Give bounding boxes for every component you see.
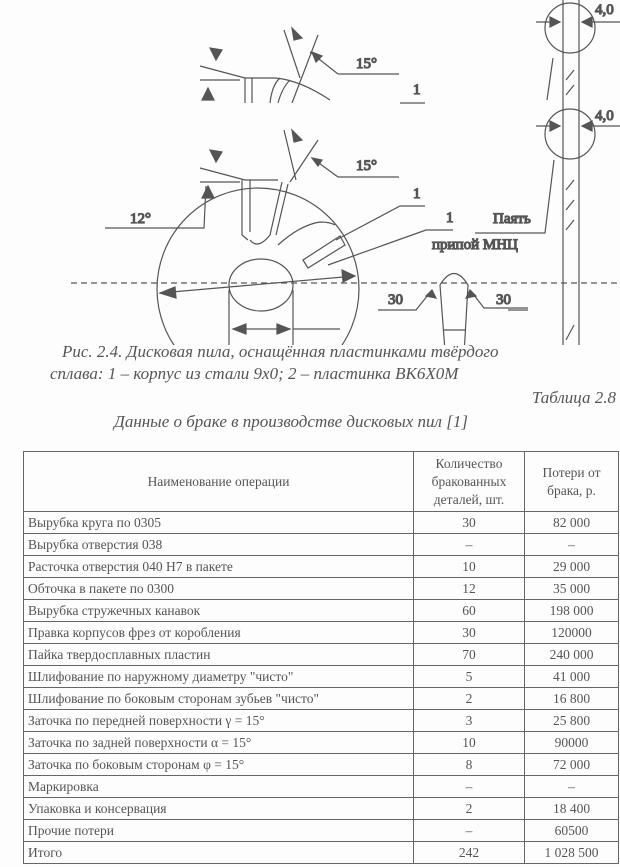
table-row [24,798,619,820]
figure-caption: Рис. 2.4. Дисковая пила, оснащённая пластинками твёрдого [62,342,499,361]
defect-count-cell: 2 [414,688,525,710]
table-row [24,666,619,688]
saw-main-view [71,130,620,345]
table-row [24,556,619,578]
position-label: 1 [446,210,454,226]
defect-count-cell: 70 [414,644,525,666]
loss-cell: 18 400 [525,798,619,820]
operation-cell: Заточка по передней поверхности γ = 15° [24,710,414,732]
table-number: Таблица 2.8 [531,388,616,407]
defect-count-cell: 2 [414,798,525,820]
table-row [24,710,619,732]
table-header-row [24,452,619,512]
defect-count-cell: 60 [414,600,525,622]
defect-count-cell: 8 [414,754,525,776]
operation-cell: Заточка по боковым сторонам φ = 15° [24,754,414,776]
angle-label: 30 [388,292,403,308]
top-detail-view [200,28,425,103]
defects-table [23,451,619,864]
column-header: Потери от брака, р. [525,452,619,512]
operation-cell: Пайка твердосплавных пластин [24,644,414,666]
operation-cell: Заточка по задней поверхности α = 15° [24,732,414,754]
loss-cell: 120000 [525,622,619,644]
loss-cell: 25 800 [525,710,619,732]
defect-count-cell: 10 [414,556,525,578]
operation-cell: Расточка отверстия 040 Н7 в пакете [24,556,414,578]
operation-cell: Правка корпусов фрез от коробления [24,622,414,644]
loss-cell: – [525,534,619,556]
position-label: 1 [413,82,421,98]
loss-cell: 198 000 [525,600,619,622]
loss-cell: 29 000 [525,556,619,578]
column-header: Количество бракованных деталей, шт. [414,452,525,512]
table-row [24,754,619,776]
loss-cell: 41 000 [525,666,619,688]
table-title: Данные о браке в производстве дисковых пил [1] [114,412,468,431]
angle-label: 12° [130,211,151,227]
loss-cell: 60500 [525,820,619,842]
table-row [24,534,619,556]
defect-count-cell: 12 [414,578,525,600]
angle-label: 15° [356,158,377,174]
loss-cell: 1 028 500 [525,842,619,864]
position-label: 1 [413,186,421,202]
operation-cell: Маркировка [24,776,414,798]
dimension-label: 4,0 [595,2,614,18]
solder-note: припой МНЦ [432,237,518,253]
table-row [24,600,619,622]
operation-cell: Вырубка отверстия 038 [24,534,414,556]
operation-cell: Итого [24,842,414,864]
operation-cell: Шлифование по боковым сторонам зубьев "чисто" [24,688,414,710]
table-row [24,820,619,842]
operation-cell: Вырубка стружечных канавок [24,600,414,622]
loss-cell: 35 000 [525,578,619,600]
table-row [24,842,619,864]
side-section-view [432,0,620,345]
defect-count-cell: 5 [414,666,525,688]
defect-count-cell: 242 [414,842,525,864]
loss-cell: 72 000 [525,754,619,776]
loss-cell: 16 800 [525,688,619,710]
defect-count-cell: 30 [414,512,525,534]
figure-caption: сплава: 1 – корпус из стали 9х0; 2 – пластинка ВК6Х0М [50,364,459,383]
table-row [24,644,619,666]
loss-cell: – [525,776,619,798]
table-row [24,732,619,754]
loss-cell: 90000 [525,732,619,754]
operation-cell: Вырубка круга по 0305 [24,512,414,534]
table-row [24,622,619,644]
dimension-label: 4,0 [595,108,614,124]
defect-count-cell: – [414,534,525,556]
operation-cell: Упаковка и консервация [24,798,414,820]
solder-note: Паять [493,211,531,227]
column-header: Наименование операции [24,452,414,512]
defect-count-cell: 3 [414,710,525,732]
angle-label: 15° [356,56,377,72]
loss-cell: 240 000 [525,644,619,666]
operation-cell: Шлифование по наружному диаметру "чисто" [24,666,414,688]
table-row [24,688,619,710]
defect-count-cell: – [414,776,525,798]
defect-count-cell: 30 [414,622,525,644]
saw-drawing [0,0,620,345]
table-row [24,512,619,534]
angle-label: 30 [496,292,511,308]
operation-cell: Обточка в пакете по 0300 [24,578,414,600]
defect-count-cell: 10 [414,732,525,754]
operation-cell: Прочие потери [24,820,414,842]
table-row [24,578,619,600]
table-row [24,776,619,798]
defect-count-cell: – [414,820,525,842]
loss-cell: 82 000 [525,512,619,534]
tooth-profile-view [378,274,528,346]
